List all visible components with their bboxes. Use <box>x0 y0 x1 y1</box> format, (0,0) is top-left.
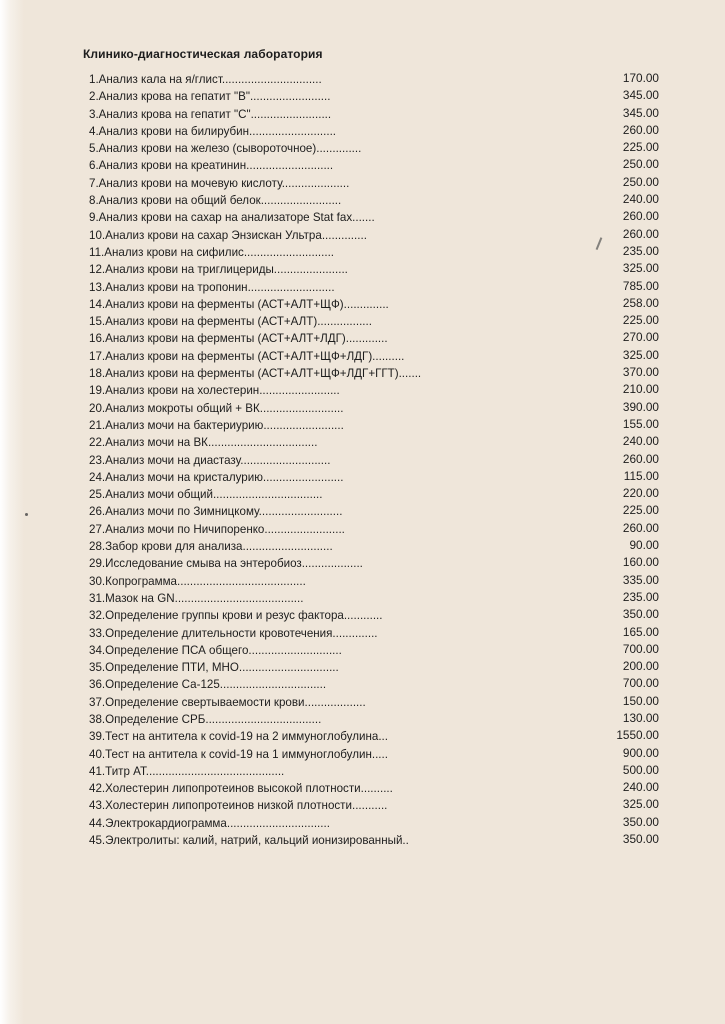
price-list-item <box>89 382 669 399</box>
service-price: 210.00 <box>622 382 659 397</box>
service-price: 225.00 <box>622 140 659 155</box>
service-name: 27.Анализ мочи по Ничипоренко......................... <box>89 522 345 536</box>
page-title: Клинико-диагностическая лаборатория <box>83 47 323 61</box>
service-price: 170.00 <box>622 71 659 85</box>
price-list-item <box>89 140 669 157</box>
price-list-item <box>89 538 669 555</box>
price-list-item <box>89 746 669 763</box>
service-name: 24.Анализ мочи на кристалурию......................... <box>89 470 344 484</box>
price-list-item <box>89 365 669 382</box>
service-name: 11.Анализ крови на сифилис............................ <box>89 245 335 259</box>
price-list-item <box>89 244 669 261</box>
price-list-item <box>89 780 669 797</box>
price-list-item <box>89 209 669 226</box>
service-name: 14.Анализ крови на ферменты (АСТ+АЛТ+ЩФ).............. <box>89 297 389 311</box>
service-name: 43.Холестерин липопротеинов низкой плотности........... <box>89 799 388 813</box>
service-price: 390.00 <box>622 399 659 414</box>
price-list-item <box>89 573 669 590</box>
service-name: 44.Электрокардиограмма................................ <box>89 816 330 830</box>
price-list-item <box>89 625 669 642</box>
service-price: 240.00 <box>622 780 659 795</box>
service-price: 260.00 <box>622 451 659 466</box>
service-name: 8.Анализ крови на общий белок......................... <box>89 194 342 208</box>
service-name: 33.Определение длительности кровотечения.............. <box>89 626 378 640</box>
service-name: 19.Анализ крови на холестерин......................... <box>89 384 340 398</box>
service-price: 260.00 <box>622 209 659 224</box>
scan-speck <box>25 513 28 516</box>
service-name: 31.Мазок на GN........................................ <box>89 591 304 605</box>
service-name: 7.Анализ крови на мочевую кислоту..................... <box>89 176 350 190</box>
price-list-item <box>89 676 669 693</box>
service-name: 37.Определение свертываемости крови................... <box>89 695 366 709</box>
price-list-item <box>89 469 669 486</box>
service-price: 155.00 <box>622 416 659 431</box>
service-name: 10.Анализ крови на сахар Энзискан Ультра.............. <box>89 228 367 242</box>
service-name: 23.Анализ мочи на диастазу............................ <box>89 453 331 467</box>
price-list-item <box>89 607 669 624</box>
service-price: 240.00 <box>622 434 659 449</box>
price-list-item <box>89 123 669 140</box>
service-name: 3.Анализ крова на гепатит "С"......................... <box>89 107 332 121</box>
service-price: 225.00 <box>622 313 659 328</box>
service-name: 13.Анализ крови на тропонин........................... <box>89 280 335 294</box>
price-list-item <box>89 503 669 520</box>
service-name: 39.Тест на антитела к covid-19 на 2 иммуноглобулина... <box>89 730 388 744</box>
price-list-item <box>89 728 669 745</box>
service-name: 32.Определение группы крови и резус фактора............ <box>89 609 383 623</box>
service-price: 258.00 <box>622 295 659 310</box>
price-list-item <box>89 434 669 451</box>
service-price: 500.00 <box>622 762 659 777</box>
service-price: 165.00 <box>622 624 659 639</box>
service-name: 21.Анализ мочи на бактериурию......................... <box>89 418 344 432</box>
service-name: 4.Анализ крови на билирубин........................... <box>89 124 337 138</box>
service-price: 260.00 <box>622 122 659 137</box>
price-list-item <box>89 659 669 676</box>
service-name: 20.Анализ мокроты общий + ВК.......................... <box>89 401 344 415</box>
service-name: 18.Анализ крови на ферменты (АСТ+АЛТ+ЩФ+ЛДГ+ГГТ)....... <box>89 367 422 381</box>
service-price: 900.00 <box>622 745 659 760</box>
service-price: 350.00 <box>622 607 659 622</box>
price-list-item <box>89 590 669 607</box>
service-price: 1550.00 <box>616 728 659 743</box>
service-name: 9.Анализ крови на сахар на анализаторе Stat fax....... <box>89 211 375 225</box>
service-price: 260.00 <box>622 226 659 241</box>
service-price: 90.00 <box>629 538 659 553</box>
price-list-item <box>89 348 669 365</box>
service-price: 270.00 <box>622 330 659 345</box>
service-price: 235.00 <box>622 243 659 258</box>
price-list-item <box>89 642 669 659</box>
price-list-item <box>89 832 669 849</box>
service-price: 160.00 <box>622 555 659 570</box>
service-price: 130.00 <box>622 710 659 725</box>
price-list <box>89 71 669 849</box>
service-price: 345.00 <box>622 88 659 103</box>
service-name: 30.Копрограмма........................................ <box>89 574 306 588</box>
price-list-item <box>89 71 669 88</box>
service-price: 250.00 <box>622 157 659 172</box>
service-name: 6.Анализ крови на креатинин........................... <box>89 159 334 173</box>
price-list-item <box>89 330 669 347</box>
service-name: 17.Анализ крови на ферменты (АСТ+АЛТ+ЩФ+ЛДГ).......... <box>89 349 405 363</box>
service-price: 325.00 <box>622 797 659 812</box>
service-name: 41.Титр АТ........................................... <box>89 764 285 778</box>
service-name: 36.Определение Са-125................................. <box>89 678 327 692</box>
service-price: 335.00 <box>622 572 659 587</box>
price-list-item <box>89 417 669 434</box>
service-price: 325.00 <box>622 261 659 276</box>
price-list-item <box>89 106 669 123</box>
service-name: 15.Анализ крови на ферменты (АСТ+АЛТ)................. <box>89 315 372 329</box>
service-price: 225.00 <box>622 503 659 518</box>
service-name: 16.Анализ крови на ферменты (АСТ+АЛТ+ЛДГ)............. <box>89 332 388 346</box>
service-name: 38.Определение СРБ.................................... <box>89 712 322 726</box>
service-price: 200.00 <box>622 659 659 674</box>
price-list-item <box>89 313 669 330</box>
price-list-item <box>89 694 669 711</box>
price-list-item <box>89 486 669 503</box>
service-name: 42.Холестерин липопротеинов высокой плотности.......... <box>89 782 393 796</box>
service-name: 45.Электролиты: калий, натрий, кальций ионизированный.. <box>89 834 409 848</box>
price-list-item <box>89 175 669 192</box>
service-name: 25.Анализ мочи общий.................................. <box>89 488 323 502</box>
price-list-item <box>89 400 669 417</box>
price-list-item <box>89 157 669 174</box>
price-list-item <box>89 797 669 814</box>
service-price: 785.00 <box>622 278 659 293</box>
service-price: 370.00 <box>622 365 659 380</box>
service-price: 350.00 <box>622 814 659 829</box>
service-price: 150.00 <box>622 693 659 708</box>
service-name: 22.Анализ мочи на ВК.................................. <box>89 436 318 450</box>
price-list-item <box>89 88 669 105</box>
service-price: 220.00 <box>622 486 659 501</box>
price-list-item <box>89 521 669 538</box>
price-list-item <box>89 279 669 296</box>
service-price: 325.00 <box>622 347 659 362</box>
service-name: 34.Определение ПСА общего............................. <box>89 643 342 657</box>
service-price: 260.00 <box>622 520 659 535</box>
service-price: 345.00 <box>622 105 659 120</box>
service-name: 35.Определение ПТИ, МНО............................... <box>89 661 339 675</box>
service-name: 40.Тест на антитела к covid-19 на 1 иммуноглобулин..... <box>89 747 388 761</box>
service-price: 235.00 <box>622 589 659 604</box>
service-price: 240.00 <box>622 192 659 207</box>
price-list-item <box>89 452 669 469</box>
price-list-item <box>89 763 669 780</box>
price-list-item <box>89 555 669 572</box>
service-price: 700.00 <box>622 641 659 656</box>
service-price: 115.00 <box>623 468 659 483</box>
service-name: 5.Анализ крови на железо (сывороточное).............. <box>89 142 362 156</box>
price-list-item <box>89 815 669 832</box>
price-list-item <box>89 296 669 313</box>
service-price: 350.00 <box>622 832 659 847</box>
service-name: 12.Анализ крови на триглицериды....................... <box>89 263 348 277</box>
service-name: 1.Анализ кала на я/глист............................... <box>89 73 322 86</box>
service-price: 700.00 <box>622 676 659 691</box>
service-name: 28.Забор крови для анализа............................ <box>89 540 333 554</box>
price-list-item <box>89 227 669 244</box>
service-price: 250.00 <box>622 174 659 189</box>
service-name: 29.Исследование смыва на энтеробиоз................... <box>89 557 363 571</box>
price-list-item <box>89 261 669 278</box>
service-name: 2.Анализ крова на гепатит "В"......................... <box>89 90 331 104</box>
price-list-item <box>89 192 669 209</box>
price-list-item <box>89 711 669 728</box>
service-name: 26.Анализ мочи по Зимницкому.......................... <box>89 505 343 519</box>
